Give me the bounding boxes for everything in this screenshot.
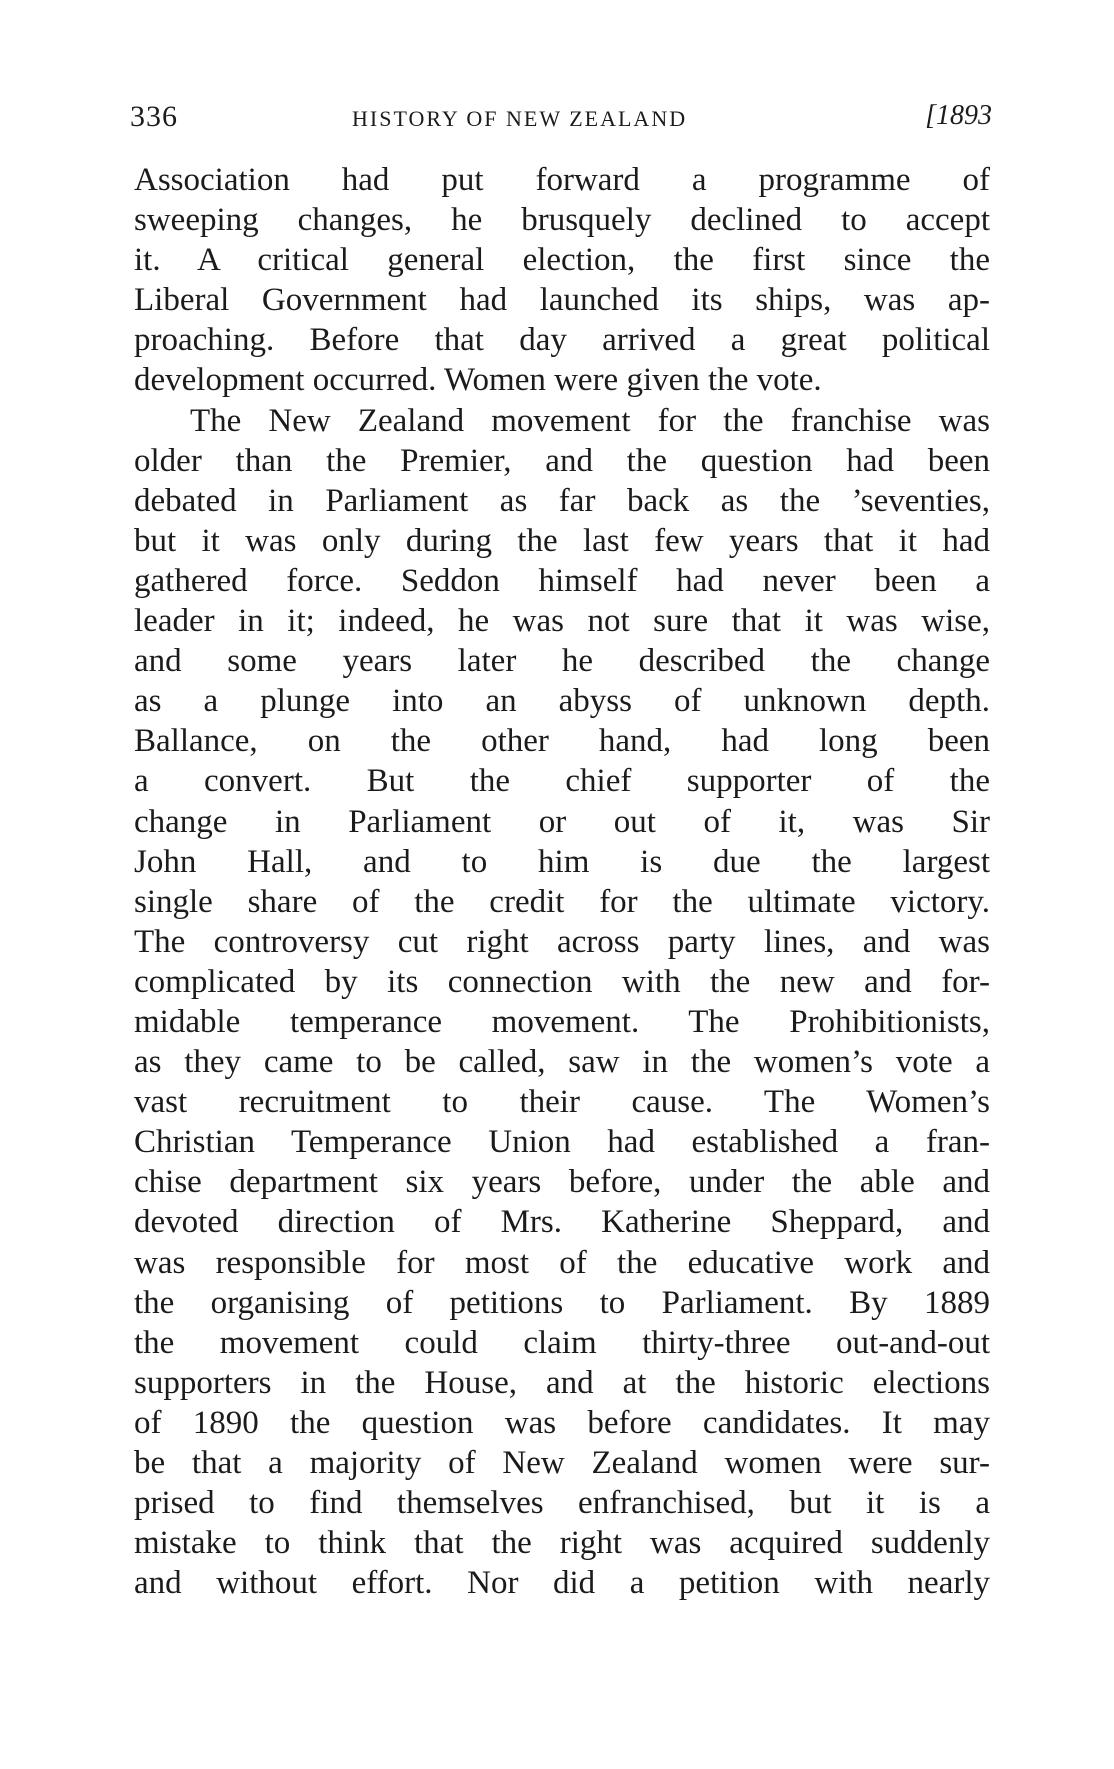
text-line: single share of the credit for the ultimate victory.	[134, 883, 990, 920]
header-year: [1893	[925, 100, 992, 131]
text-line: vast recruitment to their cause. The Women’s	[134, 1084, 990, 1121]
text-line: was responsible for most of the educative work and	[134, 1244, 990, 1281]
text-line: prised to find themselves enfranchised, but it is a	[134, 1485, 990, 1522]
text-line: the movement could claim thirty-three out-and-out	[134, 1324, 990, 1361]
text-line: gathered force. Seddon himself had never been a	[134, 562, 990, 599]
text-line: development occurred. Women were given the vote.	[134, 362, 822, 399]
text-line: as a plunge into an abyss of unknown depth.	[134, 683, 990, 720]
body-text	[134, 160, 990, 1603]
running-title: HISTORY OF NEW ZEALAND	[352, 106, 688, 131]
text-line: and without effort. Nor did a petition with nearly	[134, 1565, 990, 1602]
text-line: Liberal Government had launched its ships, was ap-	[134, 282, 990, 319]
text-line: as they came to be called, saw in the women’s vote a	[134, 1044, 990, 1081]
text-line: a convert. But the chief supporter of the	[134, 763, 990, 800]
text-line: change in Parliament or out of it, was Sir	[134, 803, 990, 840]
text-line: devoted direction of Mrs. Katherine Sheppard, and	[134, 1204, 990, 1241]
text-line: debated in Parliament as far back as the ’seventies,	[134, 482, 990, 519]
text-line: Christian Temperance Union had established a fran-	[134, 1124, 990, 1161]
text-line: older than the Premier, and the question had been	[134, 442, 990, 479]
text-line: chise department six years before, under the able and	[134, 1164, 990, 1201]
text-line: complicated by its connection with the new and for-	[134, 963, 990, 1000]
text-line: John Hall, and to him is due the largest	[134, 843, 990, 880]
text-line: Ballance, on the other hand, had long been	[134, 723, 990, 760]
text-line: The New Zealand movement for the franchise was	[190, 402, 990, 439]
text-line: supporters in the House, and at the historic elections	[134, 1364, 990, 1401]
text-line: and some years later he described the change	[134, 643, 990, 680]
text-line: Association had put forward a programme of	[134, 162, 990, 198]
page-header	[130, 100, 992, 144]
text-line: proaching. Before that day arrived a great political	[134, 322, 990, 359]
text-line: leader in it; indeed, he was not sure that it was wise,	[134, 603, 990, 640]
text-line: midable temperance movement. The Prohibitionists,	[134, 1003, 990, 1040]
text-line: of 1890 the question was before candidates. It may	[134, 1404, 990, 1441]
text-line: it. A critical general election, the first since the	[134, 242, 990, 279]
text-line: the organising of petitions to Parliament. By 1889	[134, 1284, 990, 1321]
text-line: The controversy cut right across party lines, and was	[134, 923, 990, 960]
text-line: but it was only during the last few years that it had	[134, 522, 990, 559]
page-number: 336	[130, 100, 178, 133]
text-line: be that a majority of New Zealand women were sur-	[134, 1445, 990, 1481]
text-line: sweeping changes, he brusquely declined to accept	[134, 202, 990, 239]
text-line: mistake to think that the right was acquired suddenly	[134, 1525, 990, 1562]
